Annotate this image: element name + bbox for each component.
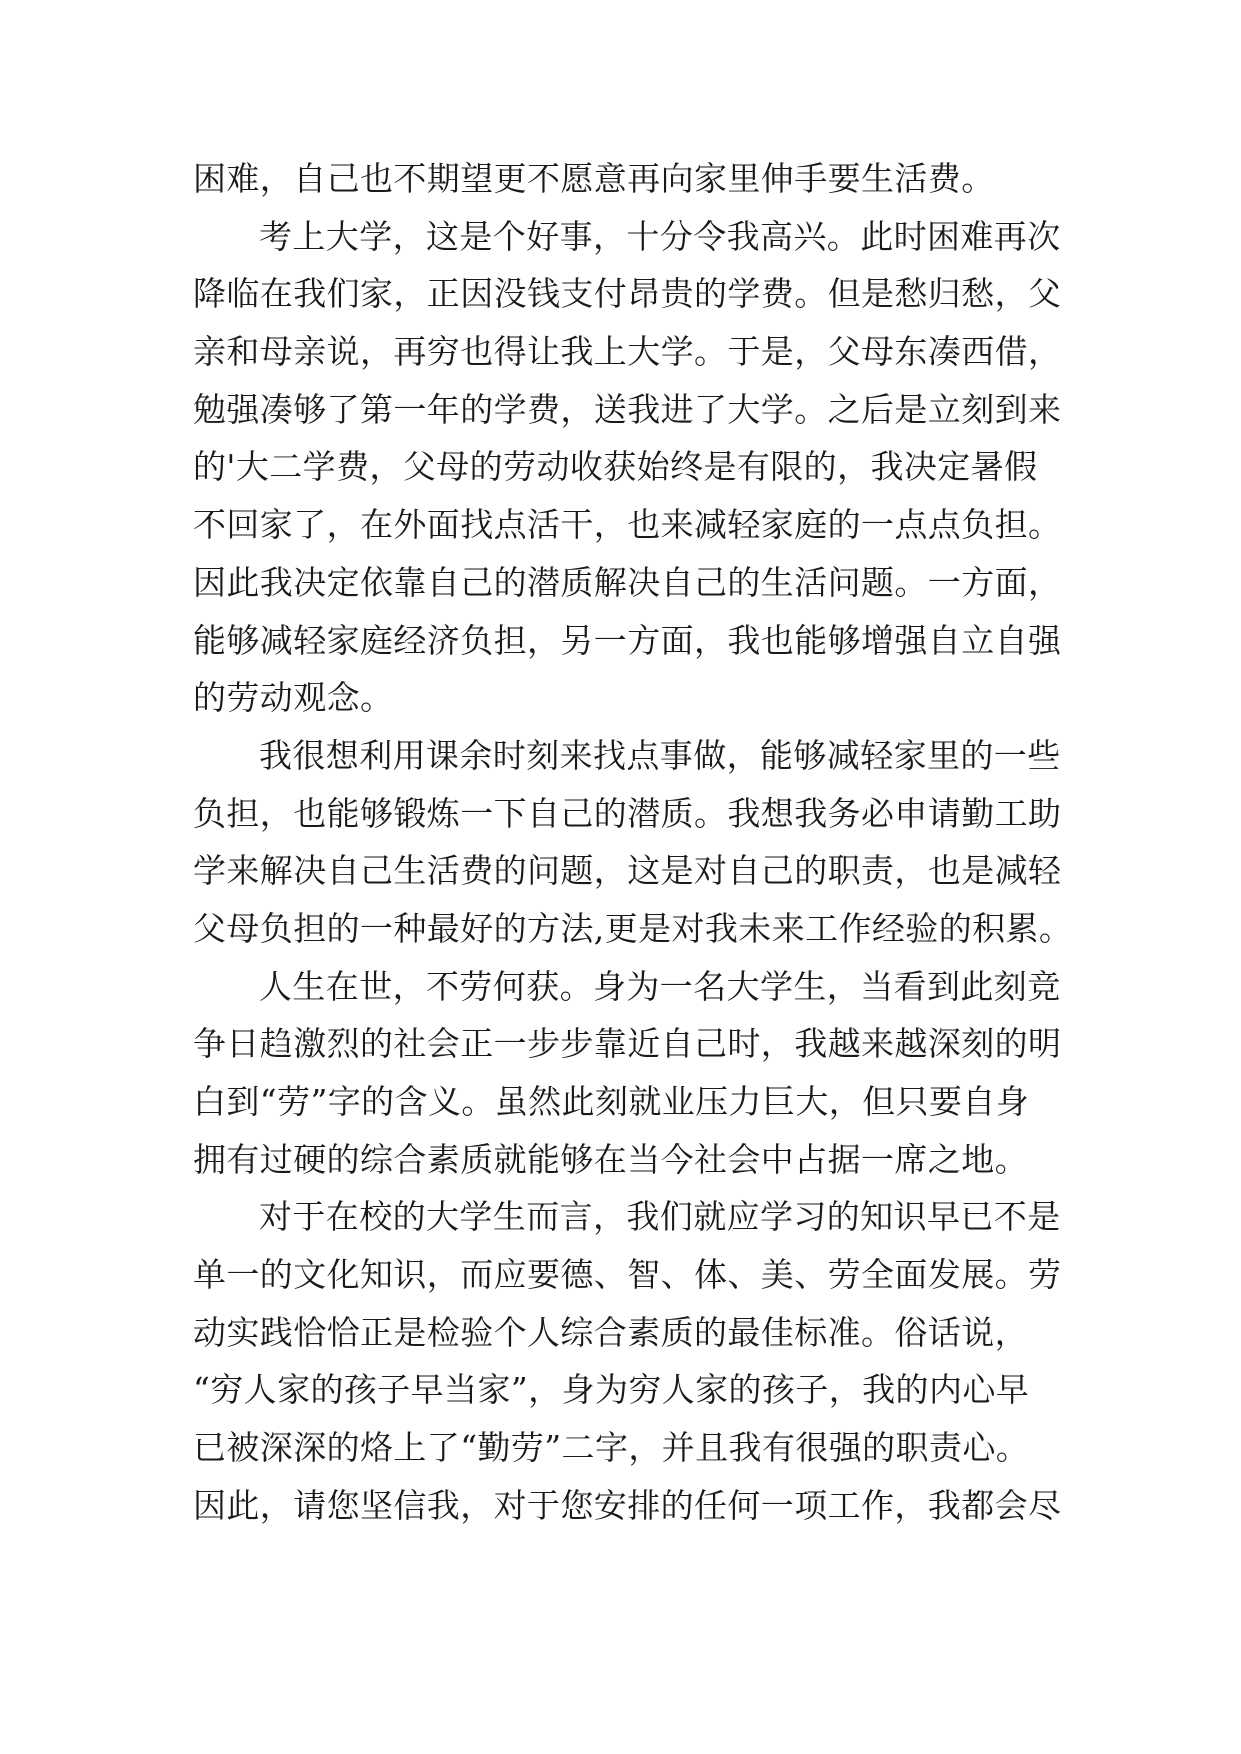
text-line: 不回家了，在外面找点活干，也来减轻家庭的一点点负担。: [193, 505, 1062, 545]
text-line: 的'大二学费，父母的劳动收获始终是有限的，我决定暑假: [193, 447, 1038, 487]
text-line: 能够减轻家庭经济负担，另一方面，我也能够增强自立自强: [193, 620, 1062, 660]
text-line: 考上大学，这是个好事，十分令我高兴。此时困难再次: [259, 216, 1061, 256]
text-line: 对于在校的大学生而言，我们就应学习的知识早已不是: [259, 1197, 1061, 1237]
text-line: 勉强凑够了第一年的学费，送我进了大学。之后是立刻到来: [193, 389, 1062, 429]
text-line: 困难，自己也不期望更不愿意再向家里伸手要生活费。: [193, 159, 995, 198]
text-line: 拥有过硬的综合素质就能够在当今社会中占据一席之地。: [193, 1139, 1028, 1179]
text-line: 人生在世，不劳何获。身为一名大学生，当看到此刻竞: [259, 966, 1061, 1006]
text-line: 白到“劳”字的含义。虽然此刻就业压力巨大，但只要自身: [193, 1082, 1030, 1121]
body-text: [193, 150, 1073, 1535]
text-line: “穷人家的孩子早当家”，身为穷人家的孩子，我的内心早: [193, 1370, 1030, 1410]
text-line: 因此我决定依靠自己的潜质解决自己的生活问题。一方面，: [193, 562, 1062, 602]
text-line: 动实践恰恰正是检验个人综合素质的最佳标准。俗话说，: [193, 1312, 1028, 1352]
text-line: 我很想利用课余时刻来找点事做，能够减轻家里的一些: [259, 735, 1061, 775]
text-line: 已被深深的烙上了“勤劳”二字，并且我有很强的职责心。: [193, 1428, 1030, 1468]
text-line: 负担，也能够锻炼一下自己的潜质。我想我务必申请勤工助: [193, 793, 1062, 833]
text-line: 亲和母亲说，再穷也得让我上大学。于是，父母东凑西借，: [193, 332, 1062, 372]
text-line: 降临在我们家，正因没钱支付昂贵的学费。但是愁归愁，父: [193, 274, 1062, 314]
text-line: 学来解决自己生活费的问题，这是对自己的职责，也是减轻: [193, 851, 1062, 891]
text-line: 的劳动观念。: [193, 678, 394, 718]
text-line: 争日趋激烈的社会正一步步靠近自己时，我越来越深刻的明: [193, 1024, 1062, 1064]
text-line: 单一的文化知识，而应要德、智、体、美、劳全面发展。劳: [193, 1255, 1062, 1295]
text-line: 因此，请您坚信我，对于您安排的任何一项工作，我都会尽: [193, 1485, 1062, 1525]
text-line: 父母负担的一种最好的方法,更是对我未来工作经验的积累。: [193, 908, 1073, 948]
